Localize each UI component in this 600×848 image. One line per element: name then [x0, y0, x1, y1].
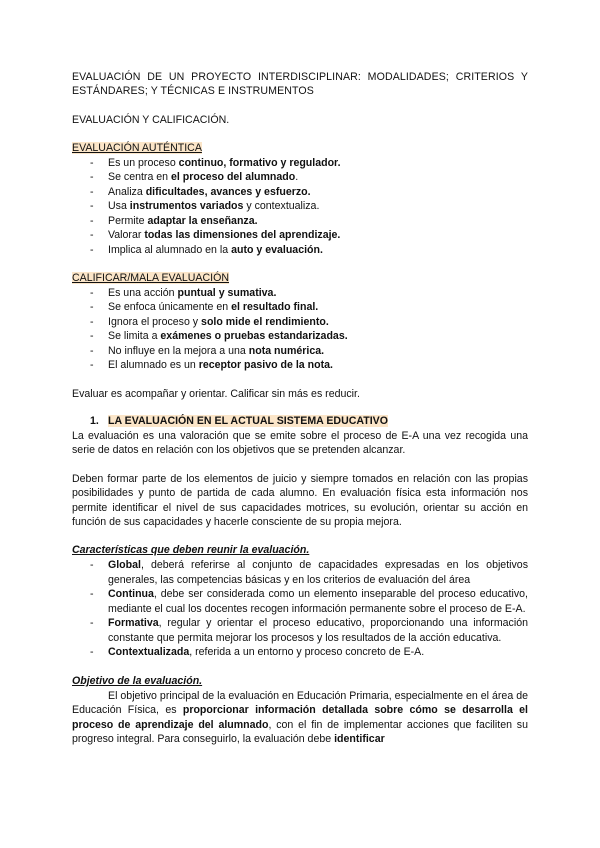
list-item: - El alumnado es un receptor pasivo de la nota.: [90, 359, 333, 372]
list-item: - Se limita a exámenes o pruebas estandarizadas.: [90, 330, 348, 343]
list-item: - Ignora el proceso y solo mide el rendimiento.: [90, 315, 329, 328]
autentica-heading: EVALUACIÓN AUTÉNTICA: [72, 142, 202, 155]
list-item: - Analiza dificultades, avances y esfuerzo.: [90, 185, 311, 198]
document-subtitle: EVALUACIÓN Y CALIFICACIÓN.: [72, 113, 230, 126]
closing-statement: Evaluar es acompañar y orientar. Calificar sin más es reducir.: [72, 387, 360, 400]
objetivo-heading: Objetivo de la evaluación.: [72, 674, 203, 687]
paragraph-judgement: Deben formar parte de los elementos de juicio y siempre tomados en relación con las propias posibilidades y punto de partida de cada alumno. En evaluación física esta información nos permite identificar el nivel de sus capacidades motrices, su evolución, orientar su acción en función de sus capacidades y hacerle consciente de su propia mejora.: [72, 472, 528, 528]
caracteristicas-heading: Características que deben reunir la evaluación.: [72, 544, 310, 557]
list-item: - Valorar todas las dimensiones del aprendizaje.: [90, 229, 341, 242]
objetivo-paragraph: El objetivo principal de la evaluación en Educación Primaria, especialmente en el área de Educación Física, es proporcionar información detallada sobre cómo se desarrolla el proceso de aprendizaje del alumnado, con el fin de implementar acciones que faciliten su progreso integral. Para conseguirlo, la evaluación debe identificar: [72, 689, 529, 746]
list-item: - Usa instrumentos variados y contextualiza.: [90, 200, 320, 213]
section-title: 1. LA EVALUACIÓN EN EL ACTUAL SISTEMA EDUCATIVO: [90, 414, 388, 427]
document-title: EVALUACIÓN DE UN PROYECTO INTERDISCIPLINAR: MODALIDADES; CRITERIOS Y ESTÁNDARES; Y TÉCNICAS E INSTRUMENTOS: [72, 71, 528, 98]
caracteristicas-list: [72, 558, 528, 660]
list-item: - Se centra en el proceso del alumnado.: [90, 171, 299, 184]
calificar-list: [72, 286, 528, 373]
document-body: [72, 70, 528, 747]
list-item: - Se enfoca únicamente en el resultado final.: [90, 301, 319, 314]
list-item: - Global, deberá referirse al conjunto de capacidades expresadas en los objetivos generales, las competencias básicas y en los criterios de evaluación del área: [90, 559, 528, 586]
list-item: - No influye en la mejora a una nota numérica.: [90, 344, 325, 357]
paragraph-definition: La evaluación es una valoración que se emite sobre el proceso de E-A una vez recogida una serie de datos en relación con los objetivos que se pretenden alcanzar.: [72, 429, 528, 457]
list-item: - Permite adaptar la enseñanza.: [90, 214, 258, 227]
list-item: - Continua, debe ser considerada como un elemento inseparable del proceso educativo, mediante el cual los docentes recogen información permanente sobre el proceso de E-A.: [90, 588, 528, 615]
calificar-heading: CALIFICAR/MALA EVALUACIÓN: [72, 272, 229, 285]
list-item: - Contextualizada, referida a un entorno y proceso concreto de E-A.: [90, 646, 425, 659]
list-item: - Formativa, regular y orientar el proceso educativo, proporcionando una información constante que permita mejorar los procesos y los resultados de la acción educativa.: [90, 617, 528, 644]
list-item: - Es un proceso continuo, formativo y regulador.: [90, 156, 341, 169]
list-item: - Implica al alumnado en la auto y evaluación.: [90, 243, 323, 256]
autentica-list: [72, 156, 528, 258]
list-item: - Es una acción puntual y sumativa.: [90, 286, 277, 299]
